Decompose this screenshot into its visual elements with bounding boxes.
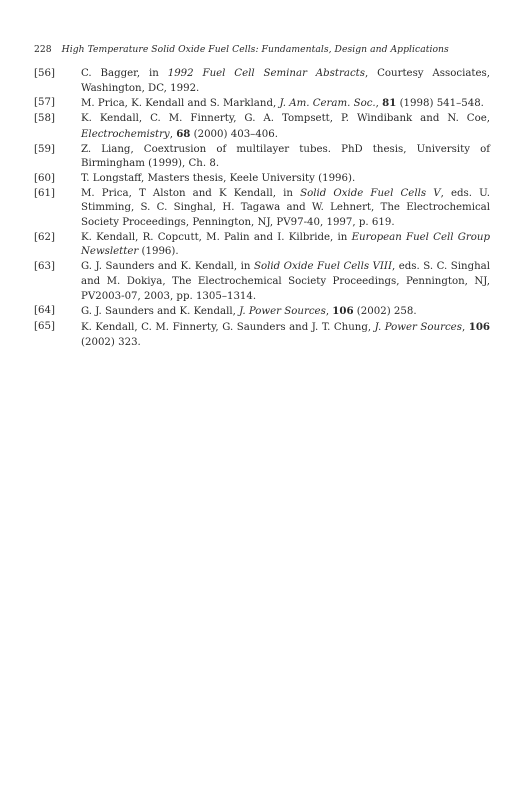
reference-text xyxy=(81,143,490,172)
reference-number: [61] xyxy=(34,187,55,199)
reference-item xyxy=(34,304,490,320)
reference-item xyxy=(34,96,490,112)
reference-text-segment: 1992 Fuel Cell Seminar Abstracts xyxy=(167,68,365,79)
reference-item xyxy=(34,172,490,187)
reference-text-segment: J. Am. Ceram. Soc. xyxy=(279,98,376,110)
reference-text-segment: , xyxy=(325,306,333,318)
reference-item xyxy=(34,320,490,350)
reference-text-segment: 106 xyxy=(468,320,490,333)
reference-text-segment: T. Longstaff, Masters thesis, Keele University (1996). xyxy=(81,172,356,184)
reference-number: [56] xyxy=(34,68,55,79)
reference-text-segment: K. Kendall, R. Copcutt, M. Palin and I. Kilbride, in xyxy=(81,231,352,243)
reference-number: [62] xyxy=(34,231,55,243)
reference-text-segment: G. J. Saunders and K. Kendall, in xyxy=(81,261,254,273)
reference-item xyxy=(34,143,490,172)
page-number: 228 xyxy=(34,44,52,55)
reference-number: [59] xyxy=(34,143,55,155)
reference-text xyxy=(81,304,490,320)
reference-number: [57] xyxy=(34,97,55,109)
reference-text xyxy=(81,320,490,350)
reference-number: [64] xyxy=(34,305,55,317)
reference-number: [63] xyxy=(34,261,55,273)
reference-text-segment: (2000) 403–406. xyxy=(190,128,278,140)
reference-text-segment: M. Prica, K. Kendall and S. Markland, xyxy=(81,98,280,110)
reference-text-segment: (2002) 258. xyxy=(353,306,417,318)
running-header xyxy=(34,44,474,56)
reference-text-segment: , eds. S. C. Singhal and M. Dokiya, The Electrochemical Society Proceedings, Pennington, NJ, PV2003-07, 2003, pp. 1305–1314. xyxy=(81,261,490,302)
reference-item xyxy=(34,112,490,142)
reference-text-segment: 106 xyxy=(332,305,354,318)
reference-text-segment: M. Prica, T Alston and K Kendall, in xyxy=(81,187,301,199)
reference-text-segment: , Courtesy Associates, Washington, DC, 1992. xyxy=(81,68,490,94)
reference-text-segment: , eds. U. Stimming, S. C. Singhal, H. Tagawa and W. Lehnert, The Electrochemical Society Proceedings, Pennington, NJ, PV97-40, 1997, p. 619. xyxy=(81,187,490,229)
reference-text-segment: Z. Liang, Coextrusion of multilayer tubes. PhD thesis, University of Birmingham (1999), Ch. 8. xyxy=(81,143,490,170)
reference-text-segment: K. Kendall, C. M. Finnerty, G. A. Tompsett, P. Windibank and N. Coe, xyxy=(81,113,490,125)
reference-text xyxy=(81,260,490,304)
reference-text-segment: (1996). xyxy=(138,246,179,258)
reference-item xyxy=(34,187,490,231)
reference-text xyxy=(81,231,490,260)
reference-text-segment: 68 xyxy=(176,127,191,140)
reference-text-segment: K. Kendall, C. M. Finnerty, G. Saunders and J. T. Chung, xyxy=(81,321,375,333)
reference-text-segment: Solid Oxide Fuel Cells VIII xyxy=(254,261,392,273)
reference-number: [60] xyxy=(34,172,55,184)
reference-text-segment: (2002) 323. xyxy=(81,336,141,348)
reference-list xyxy=(34,67,490,350)
reference-text-segment: , xyxy=(375,98,383,110)
reference-text xyxy=(81,96,490,112)
reference-item xyxy=(34,231,490,260)
reference-text xyxy=(81,172,490,187)
reference-text-segment: 81 xyxy=(382,97,397,110)
reference-text-segment: Electrochemistry xyxy=(81,128,170,140)
reference-text-segment: , xyxy=(169,128,177,140)
reference-item xyxy=(34,260,490,304)
reference-text-segment: , xyxy=(461,321,469,333)
reference-text-segment: (1998) 541–548. xyxy=(396,98,484,110)
reference-item xyxy=(34,67,490,96)
reference-text xyxy=(81,67,490,96)
reference-text-segment: European Fuel Cell Group Newsletter xyxy=(81,231,490,258)
reference-text xyxy=(81,187,490,231)
reference-text-segment: Solid Oxide Fuel Cells V xyxy=(300,187,441,199)
reference-text-segment: J. Power Sources xyxy=(374,321,462,333)
reference-text xyxy=(81,112,490,142)
reference-number: [65] xyxy=(34,320,55,332)
reference-text-segment: C. Bagger, in xyxy=(81,68,168,79)
reference-text-segment: G. J. Saunders and K. Kendall, xyxy=(81,306,240,318)
reference-text-segment: J. Power Sources xyxy=(239,306,326,318)
book-title: High Temperature Solid Oxide Fuel Cells: Fundamentals, Design and Applications xyxy=(61,44,449,55)
reference-number: [58] xyxy=(34,113,55,125)
